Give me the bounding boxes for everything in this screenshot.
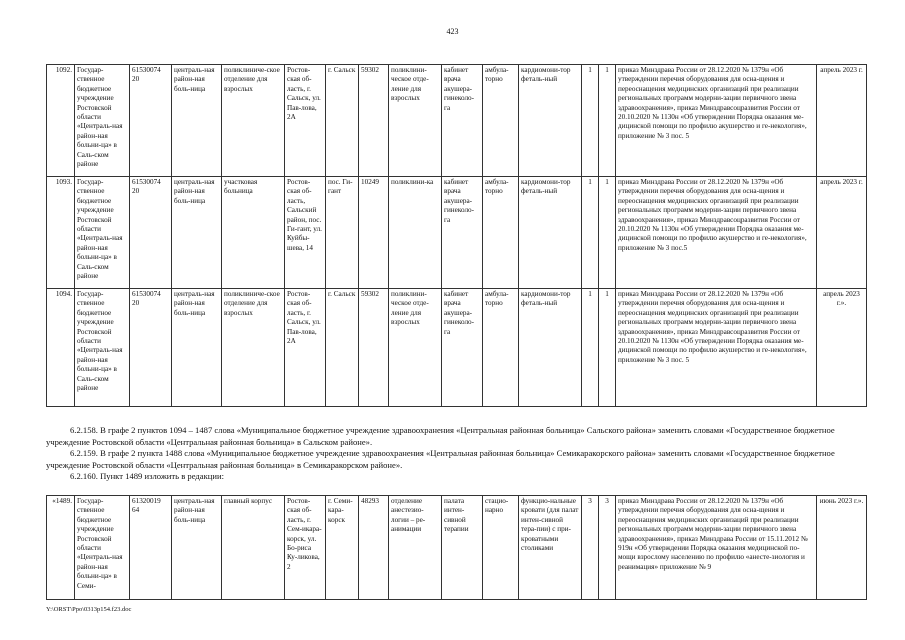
cell-legal-basis: приказ Минздрава России от 28.12.2020 № 1379н «Об утверждении перечня оборудования для осна-щения и переоснащения медицинских организаций при реализации региональных программ модерни-зации первичного звена здравоохранения», приказ Минздрава России от 15.11.2012 № 919н «Об утверждении Порядка оказания медицинской по-мощи взрослому населению по профилю «анесте-зиология и реанимация» приложение № 9 [616,496,817,600]
cell-quantity-required: 1 [582,177,599,289]
cell-subdivision: участковая больница [222,177,285,289]
cell-row-number: 1092. [47,65,75,177]
cell-room: кабинет врача акушера-гинеколо-га [442,289,483,407]
cell-equipment: кардиомони-тор феталь-ный [519,177,582,289]
cell-quantity-required: 3 [582,496,599,600]
cell-oktmo-code: 10249 [359,177,389,289]
cell-legal-basis: приказ Минздрава России от 28.12.2020 № 1379н «Об утверждении перечня оборудования для осна-щения и переоснащения медицинских организаций при реализации региональных программ модерни-зации первичного звена здравоохранения», приказ Минздравсоцразвития России от 20.10.2020 № 1130н «Об утверждении Порядка оказания ме-дицинской помощи по профилю акушерство и ге-некология», приложение № 3 пос. 5 [616,289,817,407]
cell-org-type: централь-ная район-ная боль-ница [172,289,222,407]
cell-care-mode: амбула-торно [483,177,519,289]
cell-equipment: кардиомони-тор феталь-ный [519,289,582,407]
cell-locality: г. Сальск [326,289,359,407]
cell-deadline: апрель 2023 г.». [817,289,867,407]
cell-address: Ростов-ская об-ласть, Сальский район, пос. Ги-гант, ул. Куйбы-шева, 14 [285,177,326,289]
equipment-table [46,64,867,407]
cell-org-type: централь-ная район-ная боль-ница [172,496,222,600]
cell-subdivision: поликлиниче-ское отделение для взрослых [222,65,285,177]
cell-address: Ростов-ская об-ласть, г. Сальск, ул. Пав-лова, 2А [285,289,326,407]
table-row [47,177,867,289]
cell-address: Ростов-ская об-ласть, г. Сальск, ул. Пав-лова, 2А [285,65,326,177]
cell-department: поликлини-ка [389,177,442,289]
cell-organization: Государ-ственное бюджетное учреждение Ростовской области «Централь-ная район-ная больни-ца» в Саль-ском районе [75,65,130,177]
table-row [47,289,867,407]
cell-equipment: функцио-нальные кровати (для палат интен-сивной тера-пии) с при-кроватными столиками [519,496,582,600]
cell-deadline: июнь 2023 г.». [817,496,867,600]
cell-quantity-planned: 1 [599,289,616,407]
cell-quantity-planned: 3 [599,496,616,600]
cell-room: палата интен-сивной терапии [442,496,483,600]
cell-room: кабинет врача акушера-гинеколо-га [442,177,483,289]
cell-org-code: 61320019 64 [130,496,172,600]
table-row [47,496,867,600]
cell-department: поликлини-ческое отде-ление для взрослых [389,65,442,177]
cell-row-number: «1489. [47,496,75,600]
cell-locality: пос. Ги-гант [326,177,359,289]
paragraph-6-2-158: 6.2.158. В графе 2 пунктов 1094 – 1487 слова «Муниципальное бюджетное учреждение здравоохранения «Центральная районная больница» Сальского района» заменить словами «Государственное бюджетное учреждение Ростовской области «Центральная районная больница» в Сальском районе». [46,425,835,447]
cell-org-type: централь-ная район-ная боль-ница [172,65,222,177]
cell-org-code: 61530074 20 [130,177,172,289]
cell-care-mode: амбула-торно [483,65,519,177]
cell-deadline: апрель 2023 г. [817,177,867,289]
cell-address: Ростов-ская об-ласть, г. Сем-икара-корск, ул. Бо-риса Ку-ликова, 2 [285,496,326,600]
cell-care-mode: стацио-нарно [483,496,519,600]
cell-department: поликлини-ческое отде-ление для взрослых [389,289,442,407]
page-number: 423 [446,27,459,36]
cell-row-number: 1093. [47,177,75,289]
cell-quantity-planned: 1 [599,65,616,177]
cell-organization: Государ-ственное бюджетное учреждение Ростовской области «Централь-ная район-ная больни-ца» в Саль-ском районе [75,289,130,407]
table-row [47,65,867,177]
cell-org-code: 61530074 20 [130,65,172,177]
paragraph-6-2-159: 6.2.159. В графе 2 пункта 1488 слова «Муниципальное бюджетное учреждение здравоохранения «Центральная районная больница» Семикаракорского района» заменить словами «Государственное бюджетное учреждение Ростовской области «Центральная районная больница» в Семикаракорском районе». [46,448,835,470]
cell-locality: г. Семи-кара-корск [326,496,359,600]
cell-row-number: 1094. [47,289,75,407]
cell-deadline: апрель 2023 г. [817,65,867,177]
cell-oktmo-code: 59302 [359,65,389,177]
cell-subdivision: поликлиниче-ское отделение для взрослых [222,289,285,407]
equipment-table-new-item [46,495,867,600]
cell-equipment: кардиомони-тор феталь-ный [519,65,582,177]
cell-org-type: централь-ная район-ная боль-ница [172,177,222,289]
cell-legal-basis: приказ Минздрава России от 28.12.2020 № 1379н «Об утверждении перечня оборудования для осна-щения и переоснащения медицинских организаций при реализации региональных программ модерни-зации первичного звена здравоохранения», приказ Минздравсоцразвития России от 20.10.2020 № 1130н «Об утверждении Порядка оказания ме-дицинской помощи по профилю акушерство и ге-некология», приложение № 3 пос.5 [616,177,817,289]
cell-subdivision: главный корпус [222,496,285,600]
cell-quantity-required: 1 [582,289,599,407]
cell-organization: Государ-ственное бюджетное учреждение Ростовской области «Централь-ная район-ная больни-ца» в Саль-ском районе [75,177,130,289]
cell-oktmo-code: 48293 [359,496,389,600]
cell-org-code: 61530074 20 [130,289,172,407]
cell-department: отделение анестезио-логии – ре-анимации [389,496,442,600]
cell-organization: Государ-ственное бюджетное учреждение Ростовской области «Централь-ная район-ная больни-ца» в Семи- [75,496,130,600]
paragraph-6-2-160: 6.2.160. Пункт 1489 изложить в редакции: [70,471,224,481]
cell-oktmo-code: 59302 [359,289,389,407]
cell-locality: г. Сальск [326,65,359,177]
file-path-footer: Y:\ORST\Ppo\0313p154.f23.doc [46,606,132,613]
cell-care-mode: амбула-торно [483,289,519,407]
cell-legal-basis: приказ Минздрава России от 28.12.2020 № 1379н «Об утверждении перечня оборудования для осна-щения и переоснащения медицинских организаций при реализации региональных программ модерни-зации первичного звена здравоохранения», приказ Минздравсоцразвития России от 20.10.2020 № 1130н «Об утверждении Порядка оказания ме-дицинской помощи по профилю акушерство и ге-некология», приложение № 3 пос. 5 [616,65,817,177]
cell-quantity-required: 1 [582,65,599,177]
cell-quantity-planned: 1 [599,177,616,289]
cell-room: кабинет врача акушера-гинеколо-га [442,65,483,177]
